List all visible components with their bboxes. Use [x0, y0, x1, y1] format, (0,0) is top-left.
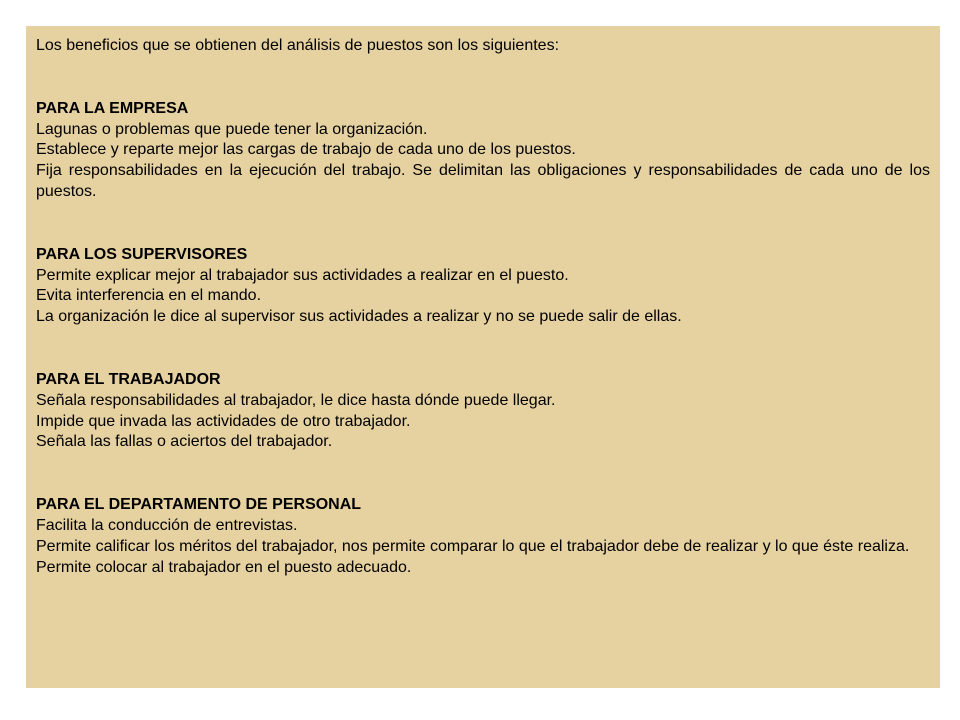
- section-trabajador: [36, 370, 930, 453]
- text-box: [26, 26, 940, 688]
- section-item: La organización le dice al supervisor sus actividades a realizar y no se puede salir de ellas.: [36, 308, 682, 326]
- section-heading: PARA LOS SUPERVISORES: [36, 245, 248, 263]
- section-item: Establece y reparte mejor las cargas de trabajo de cada uno de los puestos.: [36, 141, 576, 159]
- section-item: Señala responsabilidades al trabajador, le dice hasta dónde puede llegar.: [36, 391, 556, 409]
- section-item: Permite explicar mejor al trabajador sus actividades a realizar en el puesto.: [36, 266, 569, 284]
- section-supervisores: [36, 245, 930, 328]
- section-item: Impide que invada las actividades de otro trabajador.: [36, 412, 411, 430]
- section-item: Lagunas o problemas que puede tener la organización.: [36, 120, 428, 138]
- intro-text: Los beneficios que se obtienen del análisis de puestos son los siguientes:: [36, 37, 560, 54]
- section-item: Evita interferencia en el mando.: [36, 287, 262, 305]
- section-item: Fija responsabilidades en la ejecución del trabajo. Se delimitan las obligaciones y responsabilidades de cada uno de los puestos.: [36, 162, 930, 200]
- section-empresa: [36, 99, 930, 203]
- section-heading: PARA LA EMPRESA: [36, 99, 189, 117]
- section-item: Facilita la conducción de entrevistas.: [36, 516, 298, 534]
- section-departamento-personal: [36, 495, 930, 578]
- section-item: Permite calificar los méritos del trabajador, nos permite comparar lo que el trabajador debe de realizar y lo que éste realiza.: [36, 537, 910, 555]
- section-item: Permite colocar al trabajador en el puesto adecuado.: [36, 558, 412, 576]
- section-item: Señala las fallas o aciertos del trabajador.: [36, 433, 333, 451]
- section-heading: PARA EL DEPARTAMENTO DE PERSONAL: [36, 496, 362, 514]
- section-heading: PARA EL TRABAJADOR: [36, 370, 221, 388]
